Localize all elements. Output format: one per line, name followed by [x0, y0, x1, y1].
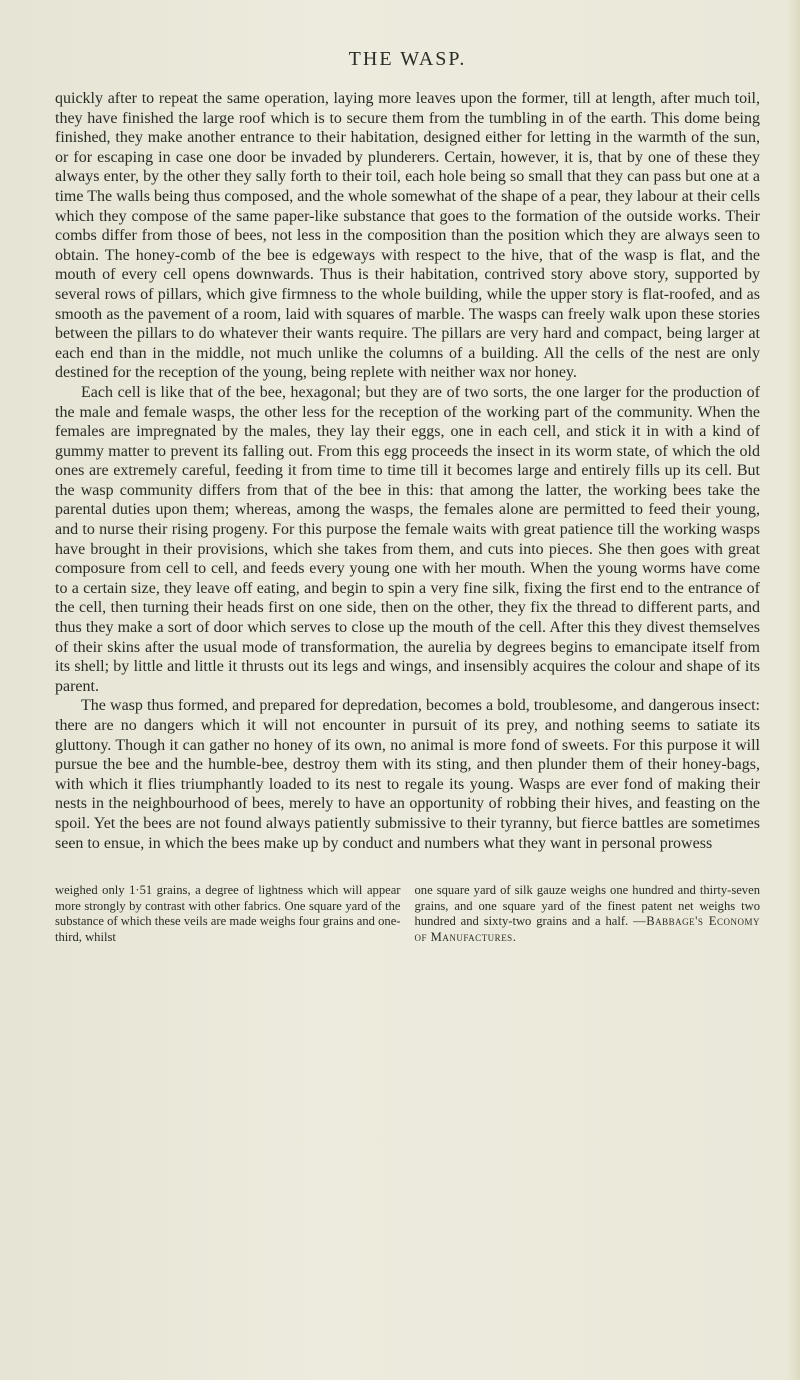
footnote-right-text: one square yard of silk gauze weighs one hundred and thirty-seven grains, and one square yard of the finest patent net weighs two hundred and sixty-two grains and a half. [414, 883, 760, 929]
main-text [55, 89, 760, 853]
footnote-left-column: weighed only 1·51 grains, a degree of lightness which will appear more strongly by contrast with other fabrics. One square yard of the substance of which these veils are made weighs four grains and one-third, whilst [55, 883, 401, 944]
page-edge-shadow [786, 0, 800, 1380]
paragraph-2: Each cell is like that of the bee, hexagonal; but they are of two sorts, the one larger for the production of the male and female wasps, the other less for the reception of the working part of the community. When the females are impregnated by the males, they lay their eggs, one in each cell, and stick it in with a kind of gummy matter to prevent its falling out. From this egg proceeds the insect in its worm state, of which the old ones are extremely careful, feeding it from time to time till it becomes large and entirely fills up its cell. But the wasp community differs from that of the bee in this: that among the latter, the working bees take the parental duties upon them; whereas, among the wasps, the females alone are permitted to feed their young, and to nurse their rising progeny. For this purpose the female waits with great patience till the working wasps have brought in their provisions, which she takes from them, and cuts into pieces. She then goes with great composure from cell to cell, and feeds every young one with her mouth. When the young worms have come to a certain size, they leave off eating, and begin to spin a very fine silk, fixing the first end to the entrance of the cell, then turning their heads first on one side, then on the other, they fix the thread to different parts, and thus they make a sort of door which serves to close up the mouth of the cell. After this they divest themselves of their skins after the usual mode of transformation, the aurelia by degrees begins to emancipate itself from its shell; by little and little it thrusts out its legs and wings, and insensibly acquires the colour and shape of its parent. [55, 383, 760, 695]
paragraph-1: quickly after to repeat the same operation, laying more leaves upon the former, till at length, after much toil, they have finished the large roof which is to secure them from the tumbling in of the earth. This dome being finished, they make another entrance to their habitation, designed either for letting in the warmth of the sun, or for escaping in case one door be invaded by plunderers. Certain, however, it is, that by one of these they always enter, by the other they sally forth to their toil, each hole being so small that they can pass but one at a time The walls being thus composed, and the whole somewhat of the shape of a pear, they labour at their cells which they compose of the same paper-like substance that goes to the formation of the outside works. Their combs differ from those of bees, not less in the composition than the position which they are always seen to obtain. The honey-comb of the bee is edgeways with respect to the hive, that of the wasp is flat, and the mouth of every cell opens downwards. Thus is their habitation, contrived story above story, supported by several rows of pillars, which give firmness to the whole building, while the upper story is flat-roofed, and as smooth as the pavement of a room, laid with squares of marble. The wasps can freely walk upon these stories between the pillars to do whatever their wants require. The pillars are very hard and compact, being larger at each end than in the middle, not much unlike the columns of a building. All the cells of the nest are only destined for the reception of the young, being replete with neither wax nor honey. [55, 90, 760, 382]
footnote-source: —Babbage's Economy of Manufactures. [414, 914, 760, 944]
running-title: THE WASP. [348, 48, 467, 70]
footnote [55, 883, 760, 945]
paragraph-3: The wasp thus formed, and prepared for depredation, becomes a bold, troublesome, and dangerous insect: there are no dangers which it will not encounter in pursuit of its prey, and nothing seems to satiate its gluttony. Though it can gather no honey of its own, no animal is more fond of sweets. For this purpose it will pursue the bee and the humble-bee, destroy them with its sting, and then plunder them of their honey-bags, with which it flies triumphantly loaded to its nest to regale its young. Wasps are ever fond of making their nests in the neighbourhood of bees, merely to have an opportunity of robbing their hives, and feasting on the spoil. Yet the bees are not found always patiently submissive to their tyranny, but fierce battles are sometimes seen to ensue, in which the bees make up by conduct and numbers what they want in personal prowess [55, 697, 760, 852]
footnote-right-column [415, 883, 761, 945]
